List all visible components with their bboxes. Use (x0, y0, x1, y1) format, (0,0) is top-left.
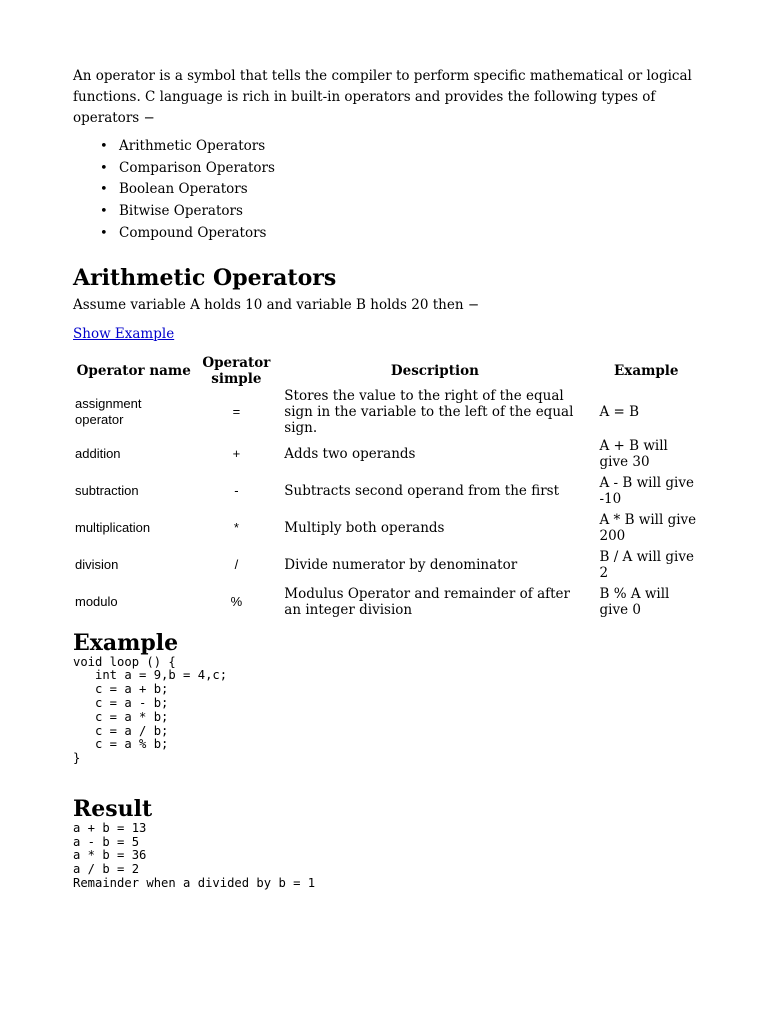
cell-description: Multiply both operands (284, 520, 445, 537)
cell-description: Stores the value to the right of the equal sign in the variable to the left of the equal sign. (284, 387, 574, 436)
cell-operator-name: division (75, 557, 119, 573)
operators-table (73, 354, 701, 621)
list-item: • Arithmetic Operators (119, 136, 703, 158)
list-item: • Comparison Operators (119, 158, 703, 180)
cell-description: Divide numerator by denominator (284, 557, 518, 574)
cell-example: B / A will give 2 (599, 549, 694, 582)
table-row (73, 473, 701, 510)
cell-operator-symbol: = (232, 403, 241, 419)
table-row (73, 547, 701, 584)
example-heading: Example (73, 629, 179, 656)
cell-operator-name: modulo (75, 594, 118, 610)
cell-description: Modulus Operator and remainder of after an integer division (284, 586, 570, 619)
cell-description: Adds two operands (284, 446, 416, 463)
show-example-link[interactable]: Show Example (73, 325, 175, 342)
cell-description: Subtracts second operand from the first (284, 483, 560, 500)
list-item: • Bitwise Operators (119, 201, 703, 223)
cell-example: A = B (599, 403, 640, 420)
cell-operator-symbol: % (230, 594, 243, 610)
header-example: Example (613, 362, 679, 379)
header-operator-name: Operator name (76, 362, 191, 379)
cell-operator-name: subtraction (75, 483, 139, 499)
intro-paragraph: An operator is a symbol that tells the compiler to perform specific mathematical or logical functions. C language is rich in built-in operators and provides the following types of operators − (73, 68, 692, 126)
cell-example: A * B will give 200 (599, 512, 697, 545)
result-heading: Result (73, 795, 153, 822)
cell-operator-symbol: - (234, 483, 239, 499)
header-operator-simple: Operator simple (202, 354, 271, 387)
operator-types-list (73, 136, 703, 245)
article (73, 66, 703, 891)
list-item: • Compound Operators (119, 223, 703, 245)
table-row (73, 510, 701, 547)
cell-operator-symbol: / (234, 557, 239, 573)
table-header-row (73, 354, 701, 388)
list-item: • Boolean Operators (119, 179, 703, 201)
cell-operator-symbol: + (232, 446, 241, 462)
table-row (73, 388, 701, 436)
cell-operator-symbol: * (233, 520, 239, 536)
table-row (73, 584, 701, 621)
cell-example: A - B will give -10 (599, 475, 694, 508)
arithmetic-operators-heading: Arithmetic Operators (73, 264, 337, 291)
cell-operator-name: assignment operator (75, 395, 142, 427)
cell-example: B % A will give 0 (599, 586, 670, 619)
table-row (73, 436, 701, 473)
header-description: Description (390, 362, 479, 379)
cell-operator-name: multiplication (75, 520, 151, 536)
assumption-text: Assume variable A holds 10 and variable B holds 20 then − (73, 296, 480, 313)
cell-example: A + B will give 30 (599, 438, 668, 471)
example-code-block: void loop () { int a = 9,b = 4,c; c = a + b; c = a - b; c = a * b; c = a / b; c = a % b; } (73, 654, 228, 766)
cell-operator-name: addition (75, 446, 121, 462)
result-output-block: a + b = 13 a - b = 5 a * b = 36 a / b = 2 Remainder when a divided by b = 1 (73, 820, 316, 891)
